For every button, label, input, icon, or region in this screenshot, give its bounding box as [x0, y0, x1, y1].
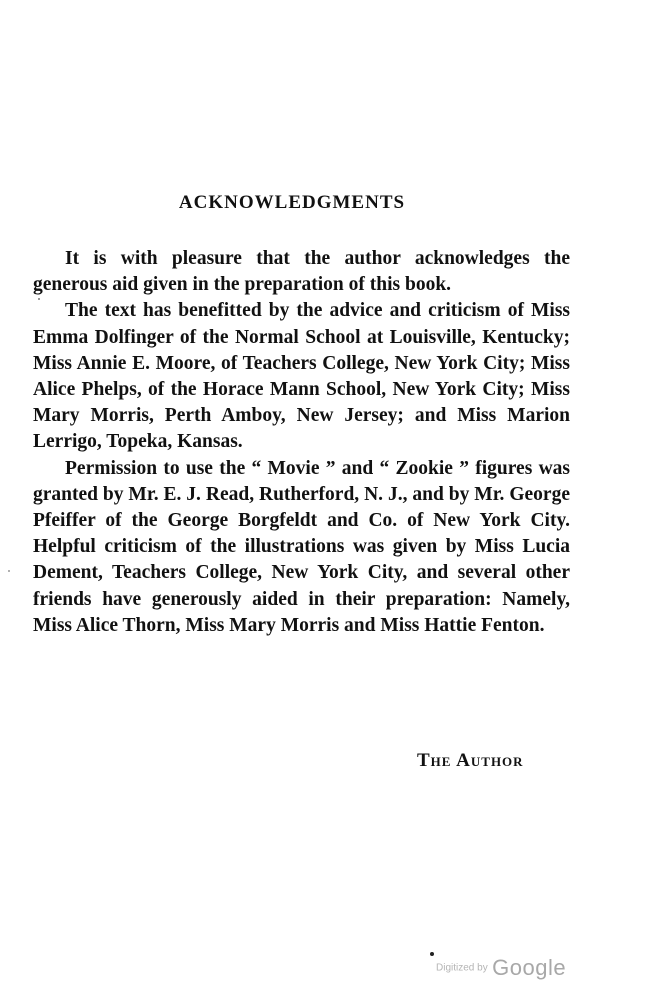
page-title: ACKNOWLEDGMENTS	[178, 192, 406, 213]
digitized-watermark	[436, 955, 566, 981]
google-logo: Google	[492, 955, 567, 980]
paragraph-3: Permission to use the “ Movie ” and “ Zookie ” figures was granted by Mr. E. J. Read, Rutherford, N. J., and by Mr. George Pfeiffer of the George Borgfeldt and Co. of New York City. Helpful criticism of the illustrations was given by Miss Lucia Dement, Teachers College, New York City, and several other friends have generously aided in their preparation: Namely, Miss Alice Thorn, Miss Mary Morris and Miss Hattie Fenton.	[33, 457, 570, 636]
acknowledgments-body	[33, 246, 570, 639]
author-signature: The Author	[417, 750, 524, 771]
scan-speck	[430, 952, 434, 956]
scan-speck	[38, 298, 40, 300]
paragraph-1: It is with pleasure that the author acknowledges the generous aid given in the preparation of this book.	[33, 248, 570, 296]
scan-speck	[8, 570, 10, 572]
paragraph-2: The text has benefitted by the advice and criticism of Miss Emma Dolfinger of the Normal School at Louisville, Kentucky; Miss Annie E. Moore, of Teachers College, New York City; Miss Alice Phelps, of the Horace Mann School, New York City; Miss Mary Morris, Perth Amboy, New Jersey; and Miss Marion Lerrigo, Topeka, Kansas.	[33, 300, 570, 453]
watermark-prefix: Digitized by	[436, 962, 488, 974]
